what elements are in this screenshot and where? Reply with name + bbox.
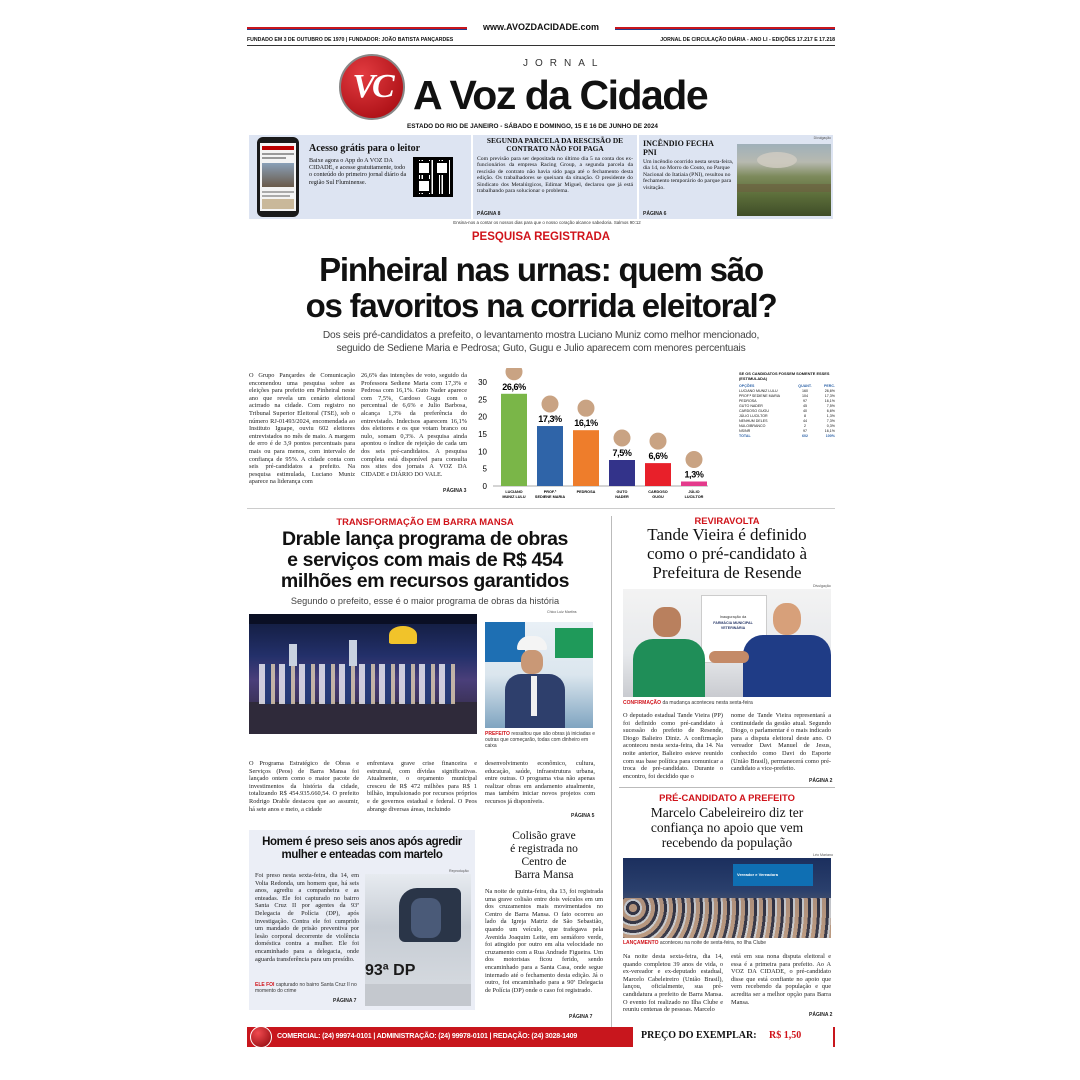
y-tick-label: 25 (478, 395, 487, 405)
stage-children-photo (249, 614, 477, 734)
table-cell-value: 40 (803, 409, 807, 414)
x-tick-label: LUCIANO (505, 490, 523, 494)
resende-col-2: nome de Tande Vieira representará a continuidade da gestão atual. Segundo Diogo, o parlamentar é o mais indicado para a disputa eleitoral deste ano. O vereador Davi Manuel de Jesus, conhecido como Davi do Esporte (União Brasil), permanecerá como pré-candidato a vice-prefeito. (731, 712, 831, 773)
table-cell-value: 16,1% (824, 399, 835, 404)
table-cell-value: 2 (804, 424, 806, 429)
fire-landscape-photo (737, 144, 831, 216)
x-tick-label: CARDOSO (648, 490, 668, 494)
divider-lead (247, 508, 835, 509)
x-tick-label: GUGU (652, 495, 664, 499)
barra-headline-3[interactable]: milhões em recursos garantidos (280, 570, 570, 592)
barra-page[interactable]: PÁGINA 5 (571, 813, 595, 819)
resende-caption-text: da mudança aconteceu nesta sexta-feira (662, 700, 753, 706)
colisao-page[interactable]: PÁGINA 7 (569, 1014, 593, 1020)
bar (609, 460, 635, 486)
homem-body: Foi preso nesta sexta-feira, dia 14, em Volta Redonda, um homem que, há seis anos, agrediu a companheira e as enteadas. Ele foi capturado no bairro Santa Cruz II por agentes da 93ª Delegacia de Polícia (DP), após investigação. Contra ele foi cumprido um mandado de prisão preventiva por lesão corporal decorrente de violência doméstica contra a mulher. Ele foi encaminhado para a delegacia, onde aguarda transferência para um presídio. (255, 872, 359, 963)
poll-table-title: SE OS CANDIDATOS FOSSEM SOMENTE ESSES (ESTIMULADA) (739, 371, 830, 381)
colisao-headline-1[interactable]: Colisão grave (512, 830, 576, 842)
resende-caption-label: CONFIRMAÇÃO (623, 700, 662, 706)
footer-price-label: PREÇO DO EXEMPLAR: (641, 1030, 757, 1041)
barra-caption-text: ressaltou que são obras já iniciadas e outras que começarão, todas com dinheiro em caixa (485, 731, 595, 749)
candidate-avatar (541, 395, 559, 413)
lead-deck-1: Dos seis pré-candidatos a prefeito, o levantamento mostra Luciano Muniz como melhor mencionado, (322, 330, 760, 341)
table-cell-value: 17,3% (824, 394, 835, 399)
barra-photo-credit: Chico Luiz Martins (547, 610, 577, 614)
table-cell-option: CARDOSO GUGU (739, 409, 769, 414)
promo-rescisao-title: SEGUNDA PARCELA DA RESCISÃO DE CONTRATO NÃO FOI PAGA (486, 136, 624, 154)
table-cell-value: 97 (803, 399, 807, 404)
table-cell-option: NULO/BRANCO (739, 424, 766, 429)
marcelo-caption (623, 940, 833, 946)
y-tick-label: 15 (478, 430, 487, 439)
marcelo-kicker: PRÉ-CANDIDATO A PREFEITO (659, 792, 795, 803)
table-cell-value: 100% (825, 434, 835, 439)
promo-rescisao-body: Com previsão para ser depositada no último dia 5 na conta dos ex-funcionários da empresa Racing Group, a segunda parcela da rescisão de contrato não havia sido paga até o fechamento desta edição. Os trabalhadores se queixam da situação. O presidente do Sindicato dos Metalúrgicos, Edimar Miguel, declarou que já está trabalhando para solucionar o problema. (477, 156, 633, 195)
resende-kicker: REVIRAVOLTA (694, 515, 760, 526)
marcelo-col-1: Na noite desta sexta-feira, dia 14, quando completou 39 anos de vida, o ex-vereador e ex-deputado estadual, Marcelo Cabeleireiro (União Brasil), lançou, oficialmente, sua pré-candidatura a prefeito de Barra Mansa. O evento foi realizado no Ilha Clube e reuniu centenas de pessoas. Marcelo (623, 953, 723, 1014)
police-plate-text: 93ª DP (365, 962, 416, 979)
poll-table (739, 372, 835, 439)
promo-incendio-body: Um incêndio ocorrido nesta sexta-feira, dia 14, no Morro do Couto, no Parque Nacional do Itatiaia (PNI), resultou no fechamento temporário do parque para visitação. (643, 159, 734, 191)
table-cell-value: PERC. (824, 384, 835, 389)
promo-incendio-credit: Divulgação (813, 136, 831, 140)
x-tick-label: LUCILTOR (684, 495, 704, 499)
colisao-body: Na noite de quinta-feira, dia 13, foi registrada uma grave colisão entre dois veículos em um dos cruzamentos mais movimentados no Centro de Barra Mansa. O fato ocorreu ao lado da Igreja Matriz de São Sebastião, quando um veículo, que trafegava pela Avenida Joaquim Leite, em semáforo verde, foi atingido por outro em alta velocidade no cruzamento com a Rua Andrade Figueira. Um dos motoristas ficou ferido, sendo encaminhado para a Santa Casa, onde segue internado até o fechamento desta edição. Já o outro, foi encaminhado para a 90ª Delegacia de Polícia (DP) onde o caso foi registrado. (485, 888, 603, 994)
top-rule-left (247, 27, 467, 30)
candidate-avatar (613, 429, 631, 447)
divider-vertical (611, 516, 612, 1044)
resende-headline-3[interactable]: Prefeitura de Resende (652, 563, 802, 582)
table-cell-option: NENHUM DELES (739, 419, 768, 424)
y-tick-label: 30 (478, 378, 487, 387)
candidate-avatar (505, 368, 523, 381)
x-tick-label: PROF.ª (543, 490, 557, 494)
newspaper-page (247, 22, 835, 1050)
bar-value-label: 17,3% (538, 414, 562, 425)
promo-rescisao[interactable] (473, 135, 637, 219)
homem-headline-1[interactable]: Homem é preso seis anos após agredir (262, 836, 462, 848)
promo-rescisao-page[interactable]: PÁGINA 8 (477, 211, 501, 217)
x-tick-label: PEDROSA (576, 490, 596, 494)
bar (537, 426, 563, 486)
promo-app-body: Baixe agora o App do A VOZ DA CIDADE, e acesse gratuitamente, todo o conteúdo do primeiro jornal diário da região Sul Fluminense. (309, 157, 407, 186)
barra-deck: Segundo o prefeito, esse é o maior programa de obras da história (290, 596, 560, 606)
homem-caption-text: capturado no bairro Santa Cruz II no momento do crime (255, 982, 357, 994)
promo-incendio-page[interactable]: PÁGINA 6 (643, 211, 667, 217)
table-cell-value: 97 (803, 429, 807, 434)
table-cell-value: 6,6% (826, 409, 835, 414)
promo-app[interactable] (249, 135, 471, 219)
footer-logo-icon (250, 1026, 272, 1048)
promo-app-title: Acesso grátis para o leitor (309, 143, 421, 154)
homem-caption-label: ELE FOI (255, 982, 275, 988)
table-cell-value: QUANT. (798, 384, 812, 389)
marcelo-photo-credit: Léo Mariano (813, 853, 833, 857)
table-cell-value: 0,3% (826, 424, 835, 429)
qr-code-icon[interactable] (413, 157, 453, 197)
lead-page[interactable]: PÁGINA 3 (443, 488, 467, 494)
lead-kicker: PESQUISA REGISTRADA (471, 231, 611, 243)
table-cell-option: JÚLIO LUCILTOR (739, 414, 768, 419)
resende-headline-2[interactable]: como o pré-candidato à (646, 544, 807, 563)
barra-col-1: O Programa Estratégico de Obras e Serviços (Peos) de Barra Mansa foi lançado ontem como o maior pacote de investimentos da história da cidade, totalizando R$ 454.935.660,54. O prefeito Rodrigo Drable destacou que ao assumir, há sete anos e meio, a cidade (249, 760, 359, 813)
bible-verse: Ensina-nos a contar os nossos dias para que o nosso coração alcance sabedoria. Salmos 90:12 (453, 220, 641, 225)
barra-col-3: desenvolvimento econômico, cultura, educação, saúde, infraestrutura urbana, entre outras. O programa visa não apenas realizar obras em andamento atualmente, mas também iniciar novos projetos com recursos já disponíveis. (485, 760, 595, 805)
y-tick-label: 0 (482, 482, 487, 491)
table-total-row (739, 434, 835, 439)
jornal-label: JORNAL (523, 58, 605, 69)
table-cell-value: 8 (804, 414, 806, 419)
promo-incendio-title: INCÊNDIO FECHA PNI (643, 139, 714, 157)
resende-headline-1[interactable]: Tande Vieira é definido (647, 525, 807, 544)
table-cell-value: 26,6% (824, 389, 835, 394)
homem-headline-2[interactable]: mulher e enteadas com martelo (281, 849, 443, 861)
sign-text-2: FARMÁCIA MUNICIPAL (713, 621, 753, 625)
circulation-line: JORNAL DE CIRCULAÇÃO DIÁRIA - ANO LI - EDIÇÕES 17.217 E 17.218 (660, 37, 835, 43)
colisao-headline-4[interactable]: Barra Mansa (514, 869, 574, 881)
masthead-title: A Voz da Cidade (413, 72, 708, 118)
bar-value-label: 16,1% (574, 418, 598, 429)
candidate-avatar (649, 432, 667, 450)
marcelo-page[interactable]: PÁGINA 2 (809, 1012, 833, 1018)
bar (501, 394, 527, 486)
table-cell-option: OPÇÕES (739, 384, 755, 389)
poll-bar-chart (473, 368, 713, 508)
table-cell-value: 160 (802, 389, 808, 394)
table-cell-value: 45 (803, 404, 807, 409)
police-car-photo (365, 874, 471, 1006)
y-tick-label: 20 (478, 412, 487, 422)
x-tick-label: GUTO (616, 490, 628, 494)
logo-circle[interactable] (339, 54, 405, 120)
masthead-rule (247, 45, 835, 46)
lead-deck-2: seguido de Sediene Maria e Pedrosa; Guto, Gugu e Julio aparecem com menores percentuais (336, 343, 746, 354)
colisao-headline-2[interactable]: é registrada no (510, 843, 578, 855)
x-tick-label: NADER (615, 495, 629, 499)
bar-value-label: 7,5% (612, 448, 632, 458)
sign-text-1: Inauguração da (719, 615, 747, 619)
barra-col-2: enfrentava grave crise financeira e estrutural, com dívidas significativas. Atualmente, o orçamento municipal cresceu de R$ 472 milhões para R$ 1 bilhão, impulsionado por recursos próprios e de governos estadual e federal. O Peos abrange diversas áreas, incluindo (367, 760, 477, 813)
table-cell-option: LUCIANO MUNIZ LULU (739, 389, 778, 394)
marcelo-caption-text: aconteceu na noite de sexta-feira, no Ilha Clube (659, 940, 767, 946)
table-cell-option: NS/NR (739, 429, 751, 434)
barra-headline-1[interactable]: Drable lança programa de obras (281, 528, 569, 550)
table-cell-value: 7,5% (826, 404, 835, 409)
table-cell-value: 1,3% (826, 414, 835, 419)
footer-price: R$ 1,50 (769, 1030, 802, 1041)
resende-caption (623, 700, 833, 706)
barra-headline-2[interactable]: e serviços com mais de R$ 454 (287, 549, 563, 571)
site-url[interactable]: www.AVOZDACIDADE.com (482, 22, 599, 32)
bar-value-label: 1,3% (684, 469, 704, 480)
homem-photo-credit: Reprodução (449, 869, 469, 873)
lead-col-1: O Grupo Pançardes de Comunicação encomendou uma pesquisa sobre as eleições para prefeito em Pinheiral neste ano que revela um cenário eleitoral acirrado na cidade. Com registro no Tribunal Superior Eleitoral (TSE), sob o número RJ-01493/2024, encomendada ao Instituto Iguape, ouviu 602 eleitores entrevistados no mês de maio. A margem de erro é de 3,9 pontos percentuais para mais ou para menos, com intervalo de confiança de 95%. A cidade conta com seis pré-candidatos a prefeito. Na pesquisa estimulada, Luciano Muniz aparece na liderança com (249, 372, 355, 486)
handshake-photo (623, 589, 831, 697)
colisao-headline-3[interactable]: Centro de (521, 856, 567, 868)
resende-photo-credit: Divulgação (813, 584, 831, 588)
homem-page[interactable]: PÁGINA 7 (333, 998, 357, 1004)
barra-caption-label: PREFEITO (485, 731, 510, 737)
barra-caption (485, 731, 595, 749)
divider-resende (619, 787, 835, 788)
marcelo-caption-label: LANÇAMENTO (623, 940, 659, 946)
marcelo-headline-3[interactable]: recebendo da população (661, 835, 793, 850)
table-cell-option: GUTO NADER (739, 404, 763, 409)
y-tick-label: 5 (482, 464, 487, 474)
table-cell-value: 7,3% (826, 419, 835, 424)
barra-kicker: TRANSFORMAÇÃO EM BARRA MANSA (336, 516, 514, 527)
y-tick-label: 10 (478, 447, 487, 457)
bar-value-label: 26,6% (502, 381, 526, 392)
founded-line: FUNDADO EM 3 DE OUTUBRO DE 1970 | FUNDADOR: JOÃO BATISTA PANÇARDES (247, 37, 454, 43)
event-banner-text: Vereador e Vereadora (737, 872, 778, 877)
table-cell-option: TOTAL (739, 434, 751, 439)
footer-contacts[interactable]: COMERCIAL: (24) 99974-0101 | ADMINISTRAÇÃO: (24) 99978-0101 | REDAÇÃO: (24) 3028-1409 (277, 1032, 578, 1040)
promo-incendio[interactable] (639, 135, 833, 219)
table-cell-value: 44 (803, 419, 807, 424)
resende-page[interactable]: PÁGINA 2 (809, 778, 833, 784)
crowd-event-photo (623, 858, 831, 938)
marcelo-headline-1[interactable]: Marcelo Cabeleireiro diz ter (650, 805, 804, 820)
top-rule-right (615, 27, 835, 30)
marcelo-col-2: está em sua nona disputa eleitoral e essa é a primeira para prefeito. Ao A VOZ DA CIDADE, o pré-candidato disse que está confiante no apoio que vem recebendo da população e que acredita ser a melhor opção para Barra Mansa. (731, 953, 831, 1006)
lead-headline-2[interactable]: os favoritos na corrida eleitoral? (305, 287, 777, 324)
candidate-avatar (577, 399, 595, 417)
lead-col-2: 26,6% das intenções de voto, seguido da Professora Sediene Maria com 17,3% e Pedrosa com 16,1%. Guto Nader aparece com 7,5%, Cardoso Gugu com o percentual de 6,6% e Julio Barbosa, alcança 1,3% da preferência do entrevistado. Indecisos aparecem 16,1% dos eleitores e os que votam branco ou nulo, somam 0,3%. A pesquisa ainda apontou o índice de rejeição de cada um dos seis pré-candidatos. A pesquisa completa está disponível para consulta nos sites dos jornais A VOZ DA CIDADE e DIÁRIO DO VALE. (361, 372, 467, 478)
bar-value-label: 6,6% (648, 451, 668, 462)
lead-headline-1[interactable]: Pinheiral nas urnas: quem são (319, 251, 763, 288)
x-tick-label: SEDIENE MARIA (534, 495, 566, 499)
candidate-avatar (685, 450, 703, 468)
table-cell-option: PEDROSA (739, 399, 757, 404)
sign-text-3: VETERINÁRIA (720, 626, 746, 630)
table-cell-value: 16,1% (824, 429, 835, 434)
bar (681, 481, 707, 486)
table-cell-value: 602 (802, 434, 808, 439)
x-tick-label: JÚLIO (688, 490, 700, 494)
logo-letters: VC (352, 68, 392, 105)
bar (573, 430, 599, 486)
resende-col-1: O deputado estadual Tande Vieira (PP) foi definido como pré-candidato à sucessão do prefeito de Resende, Diogo Balieiro Diniz. A confirmação aconteceu nesta sexta-feira, dia 14. Na noite anterior, Balieiro esteve reunido com sua base política para comunicar a troca de pré-candidato. Durante o encontro, foi decidido que o (623, 712, 723, 780)
marcelo-headline-2[interactable]: confiança no apoio que vem (650, 820, 804, 835)
table-cell-option: PROF.ª SEDIENE MARIA (739, 394, 781, 399)
mayor-photo (485, 622, 593, 728)
x-tick-label: MUNIZ LULU (502, 495, 526, 499)
phone-icon (257, 137, 299, 217)
dateline: ESTADO DO RIO DE JANEIRO - SÁBADO E DOMINGO, 15 E 16 DE JUNHO DE 2024 (407, 123, 658, 130)
bar (645, 463, 671, 486)
table-cell-value: 104 (802, 394, 808, 399)
homem-caption (255, 982, 359, 994)
